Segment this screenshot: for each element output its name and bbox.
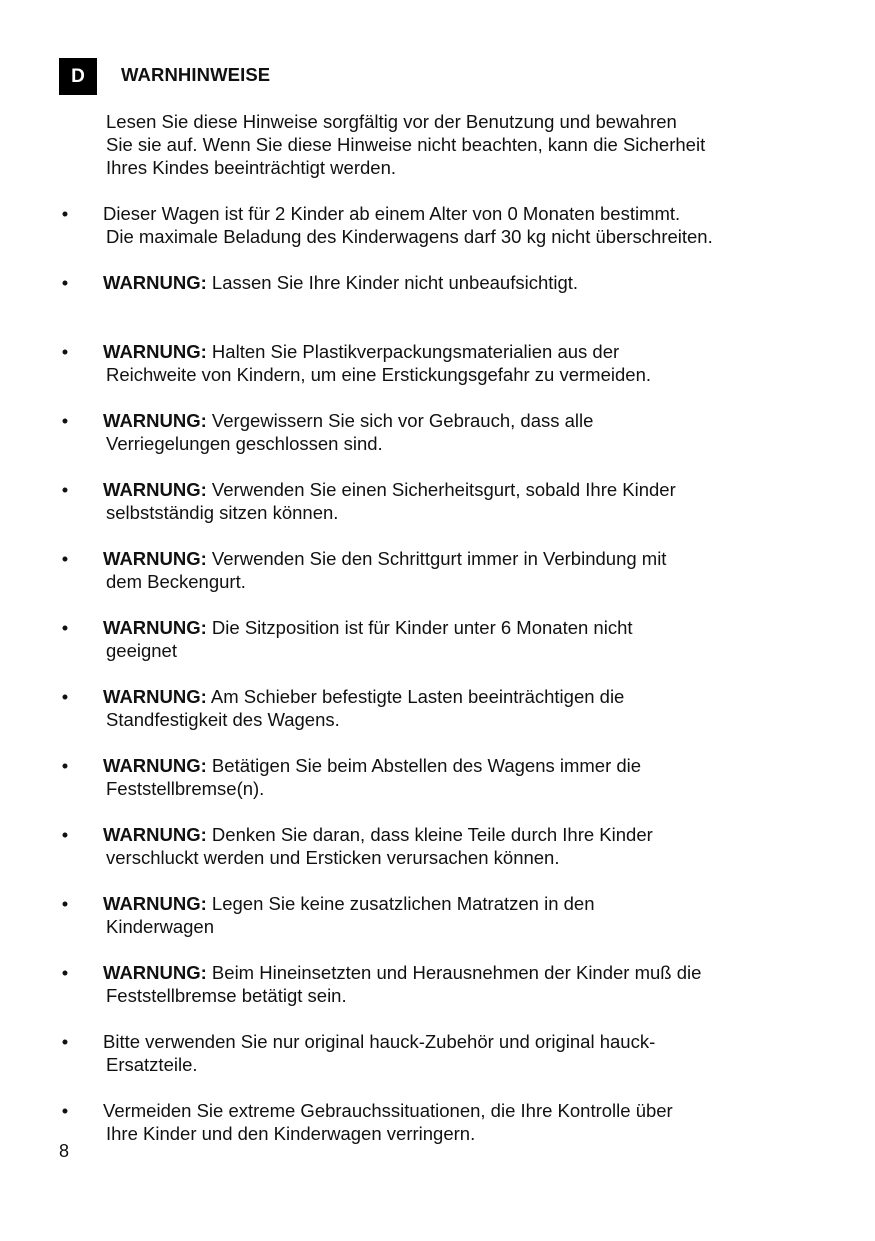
bullet-icon: • <box>61 1031 69 1052</box>
page-number: 8 <box>59 1141 70 1161</box>
list-item <box>0 271 875 340</box>
item-line-1: WARNUNG: Die Sitzposition ist für Kinder unter 6 Monaten nicht <box>103 617 633 638</box>
list-item <box>0 823 875 892</box>
item-line-2: Die maximale Beladung des Kinderwagens darf 30 kg nicht überschreiten. <box>106 226 713 247</box>
item-line-2: selbstständig sitzen können. <box>106 502 339 523</box>
bullet-icon: • <box>61 341 69 362</box>
warning-label: WARNUNG: <box>103 755 207 776</box>
item-line-2: Kinderwagen <box>106 916 214 937</box>
bullet-icon: • <box>61 962 69 983</box>
bullet-icon: • <box>61 893 69 914</box>
list-item <box>0 1030 875 1099</box>
item-line-1: WARNUNG: Verwenden Sie den Schrittgurt immer in Verbindung mit <box>103 548 667 569</box>
intro-line: Ihres Kindes beeinträchtigt werden. <box>106 157 397 178</box>
bullet-icon: • <box>61 755 69 776</box>
item-line-2: Verriegelungen geschlossen sind. <box>106 433 383 454</box>
item-line-1: Vermeiden Sie extreme Gebrauchssituationen, die Ihre Kontrolle über <box>103 1100 673 1121</box>
bullet-icon: • <box>61 410 69 431</box>
item-line-1: WARNUNG: Beim Hineinsetzten und Herausnehmen der Kinder muß die <box>103 962 702 983</box>
intro-line: Sie sie auf. Wenn Sie diese Hinweise nicht beachten, kann die Sicherheit <box>106 134 706 155</box>
item-line-1: WARNUNG: Lassen Sie Ihre Kinder nicht unbeaufsichtigt. <box>103 272 579 293</box>
item-line-2: Reichweite von Kindern, um eine Erstickungsgefahr zu vermeiden. <box>106 364 652 385</box>
list-item <box>0 409 875 478</box>
item-line-2: Feststellbremse(n). <box>106 778 265 799</box>
item-line-2: verschluckt werden und Ersticken verursachen können. <box>106 847 560 868</box>
item-line-1: WARNUNG: Legen Sie keine zusatzlichen Matratzen in den <box>103 893 595 914</box>
list-item <box>0 340 875 409</box>
warning-label: WARNUNG: <box>103 410 207 431</box>
bullet-icon: • <box>61 824 69 845</box>
list-item <box>0 685 875 754</box>
warning-label: WARNUNG: <box>103 686 207 707</box>
warning-label: WARNUNG: <box>103 548 207 569</box>
item-line-2: Standfestigkeit des Wagens. <box>106 709 340 730</box>
warning-label: WARNUNG: <box>103 893 207 914</box>
bullet-icon: • <box>61 617 69 638</box>
warning-label: WARNUNG: <box>103 824 207 845</box>
item-line-2: Feststellbremse betätigt sein. <box>106 985 347 1006</box>
list-item <box>0 616 875 685</box>
language-badge <box>59 58 97 95</box>
warning-label: WARNUNG: <box>103 341 207 362</box>
item-line-1: WARNUNG: Denken Sie daran, dass kleine Teile durch Ihre Kinder <box>103 824 653 845</box>
list-item <box>0 754 875 823</box>
item-line-2: Ihre Kinder und den Kinderwagen verringern. <box>106 1123 476 1144</box>
bullet-icon: • <box>61 686 69 707</box>
warning-label: WARNUNG: <box>103 962 207 983</box>
list-item <box>0 961 875 1030</box>
item-line-1: Bitte verwenden Sie nur original hauck-Zubehör und original hauck- <box>103 1031 656 1052</box>
item-line-1: WARNUNG: Vergewissern Sie sich vor Gebrauch, dass alle <box>103 410 594 431</box>
item-line-1: WARNUNG: Betätigen Sie beim Abstellen des Wagens immer die <box>103 755 642 776</box>
intro-line: Lesen Sie diese Hinweise sorgfältig vor der Benutzung und bewahren <box>106 111 677 132</box>
item-line-2: geeignet <box>106 640 177 661</box>
item-line-1: WARNUNG: Halten Sie Plastikverpackungsmaterialien aus der <box>103 341 620 362</box>
section-title: WARNHINWEISE <box>121 64 271 85</box>
bullet-icon: • <box>61 548 69 569</box>
warning-list <box>0 202 875 1168</box>
warning-label: WARNUNG: <box>103 617 207 638</box>
item-line-1: WARNUNG: Am Schieber befestigte Lasten beeinträchtigen die <box>103 686 625 707</box>
bullet-icon: • <box>61 272 69 293</box>
list-item <box>0 478 875 547</box>
list-item <box>0 892 875 961</box>
warning-label: WARNUNG: <box>103 479 207 500</box>
bullet-icon: • <box>61 203 69 224</box>
warning-label: WARNUNG: <box>103 272 207 293</box>
item-line-1: WARNUNG: Verwenden Sie einen Sicherheitsgurt, sobald Ihre Kinder <box>103 479 676 500</box>
list-item <box>0 1099 875 1168</box>
bullet-icon: • <box>61 479 69 500</box>
list-item <box>0 202 875 271</box>
language-code: D <box>71 65 85 87</box>
item-line-2: dem Beckengurt. <box>106 571 246 592</box>
item-line-2: Ersatzteile. <box>106 1054 198 1075</box>
item-line-1: Dieser Wagen ist für 2 Kinder ab einem Alter von 0 Monaten bestimmt. <box>103 203 681 224</box>
list-item <box>0 547 875 616</box>
intro-paragraph <box>106 110 806 179</box>
bullet-icon: • <box>61 1100 69 1121</box>
